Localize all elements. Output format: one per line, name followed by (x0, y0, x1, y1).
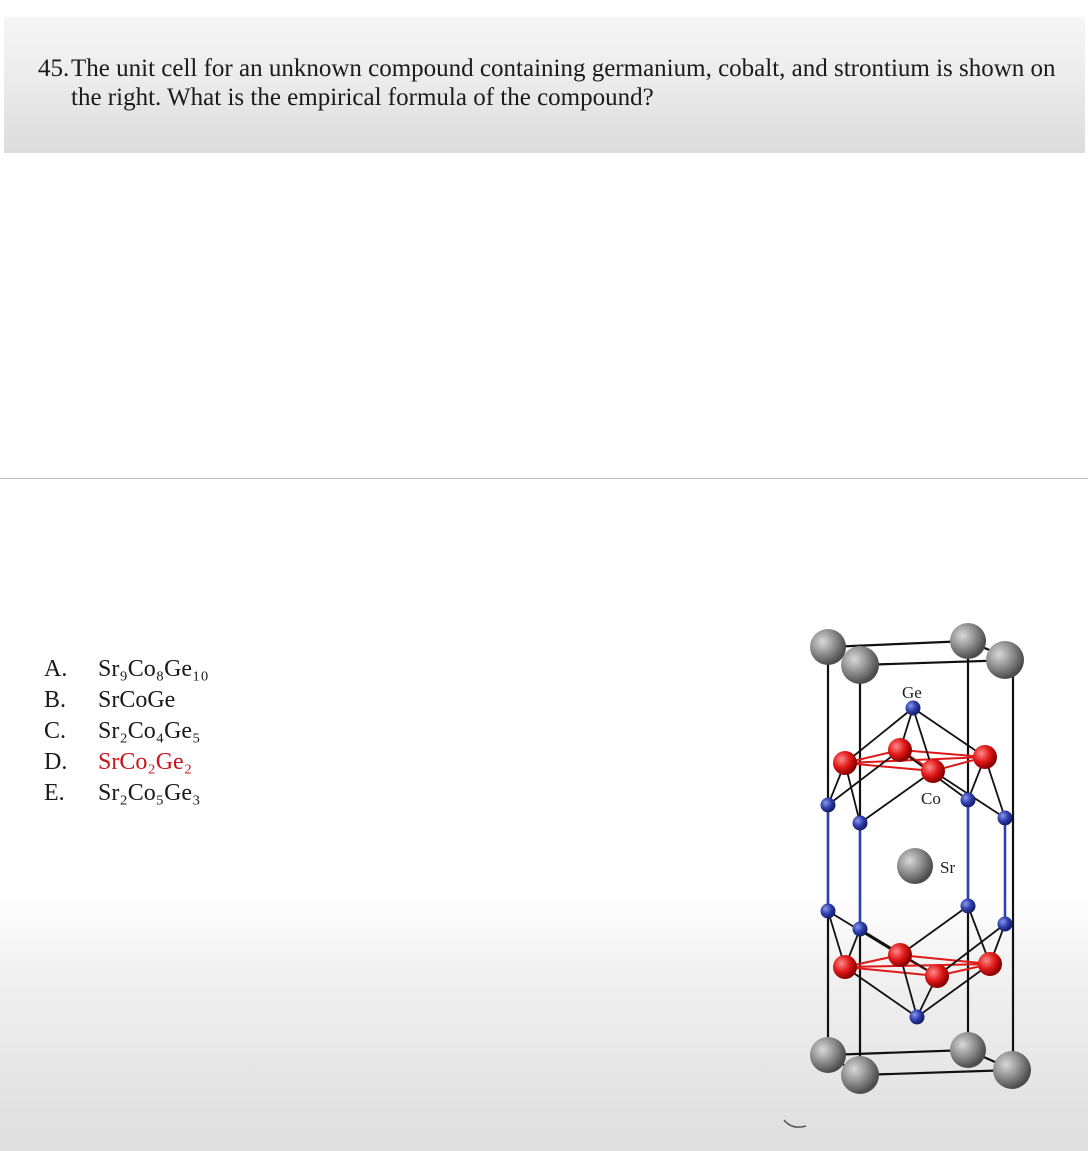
ge-atom (998, 917, 1013, 932)
label-ge: Ge (902, 683, 922, 702)
unit-cell-diagram (790, 615, 1050, 1135)
ge-atom (853, 922, 868, 937)
choice-letter: C. (44, 718, 67, 744)
co-atom (978, 952, 1002, 976)
ge-atom (910, 1010, 925, 1025)
co-atom (925, 964, 949, 988)
co-atom (888, 943, 912, 967)
choice-formula: SrCoGe (98, 687, 176, 713)
ge-atom (961, 899, 976, 914)
choice-letter: D. (44, 749, 68, 775)
sr-atom (950, 623, 986, 659)
question-number: 45. (38, 55, 70, 82)
co-atom (921, 759, 945, 783)
ge-atom (961, 793, 976, 808)
sr-atom (993, 1051, 1031, 1089)
ge-atom (821, 904, 836, 919)
choice-letter: E. (44, 780, 65, 806)
co-atom (833, 955, 857, 979)
sr-atom (950, 1032, 986, 1068)
sr-atom (986, 641, 1024, 679)
ge-atom (906, 701, 921, 716)
choice-formula: Sr₂Co₄Ge₅ (98, 718, 201, 744)
co-atom (833, 751, 857, 775)
choice-formula: Sr₉Co₈Ge₁₀ (98, 656, 209, 682)
cursor-mark (780, 1116, 810, 1136)
co-atom (973, 745, 997, 769)
choice-e (44, 778, 209, 809)
answer-choices (44, 654, 209, 809)
question-body: The unit cell for an unknown compound containing germanium, cobalt, and strontium is shown on the right. What is the empirical formula of the compound? (71, 55, 1056, 111)
choice-d (44, 747, 209, 778)
ge-atom (821, 798, 836, 813)
choice-a (44, 654, 209, 685)
ge-atom (998, 811, 1013, 826)
choice-formula: Sr₂Co₅Ge₃ (98, 780, 201, 806)
label-sr: Sr (940, 858, 956, 877)
question-text (38, 54, 1071, 112)
choice-letter: A. (44, 656, 68, 682)
sr-atom (841, 1056, 879, 1094)
sr-atom (841, 646, 879, 684)
choice-b (44, 685, 209, 716)
sr-atom-center (897, 848, 933, 884)
sr-atom (810, 1037, 846, 1073)
choice-letter: B. (44, 687, 67, 713)
co-atom (888, 738, 912, 762)
unit-cell-figure (790, 615, 1050, 1135)
ge-atom (853, 816, 868, 831)
sr-atom (810, 629, 846, 665)
top-slide (0, 0, 1088, 478)
choice-c (44, 716, 209, 747)
choice-formula-highlighted: SrCo₂Ge₂ (98, 749, 193, 775)
label-co: Co (921, 789, 941, 808)
